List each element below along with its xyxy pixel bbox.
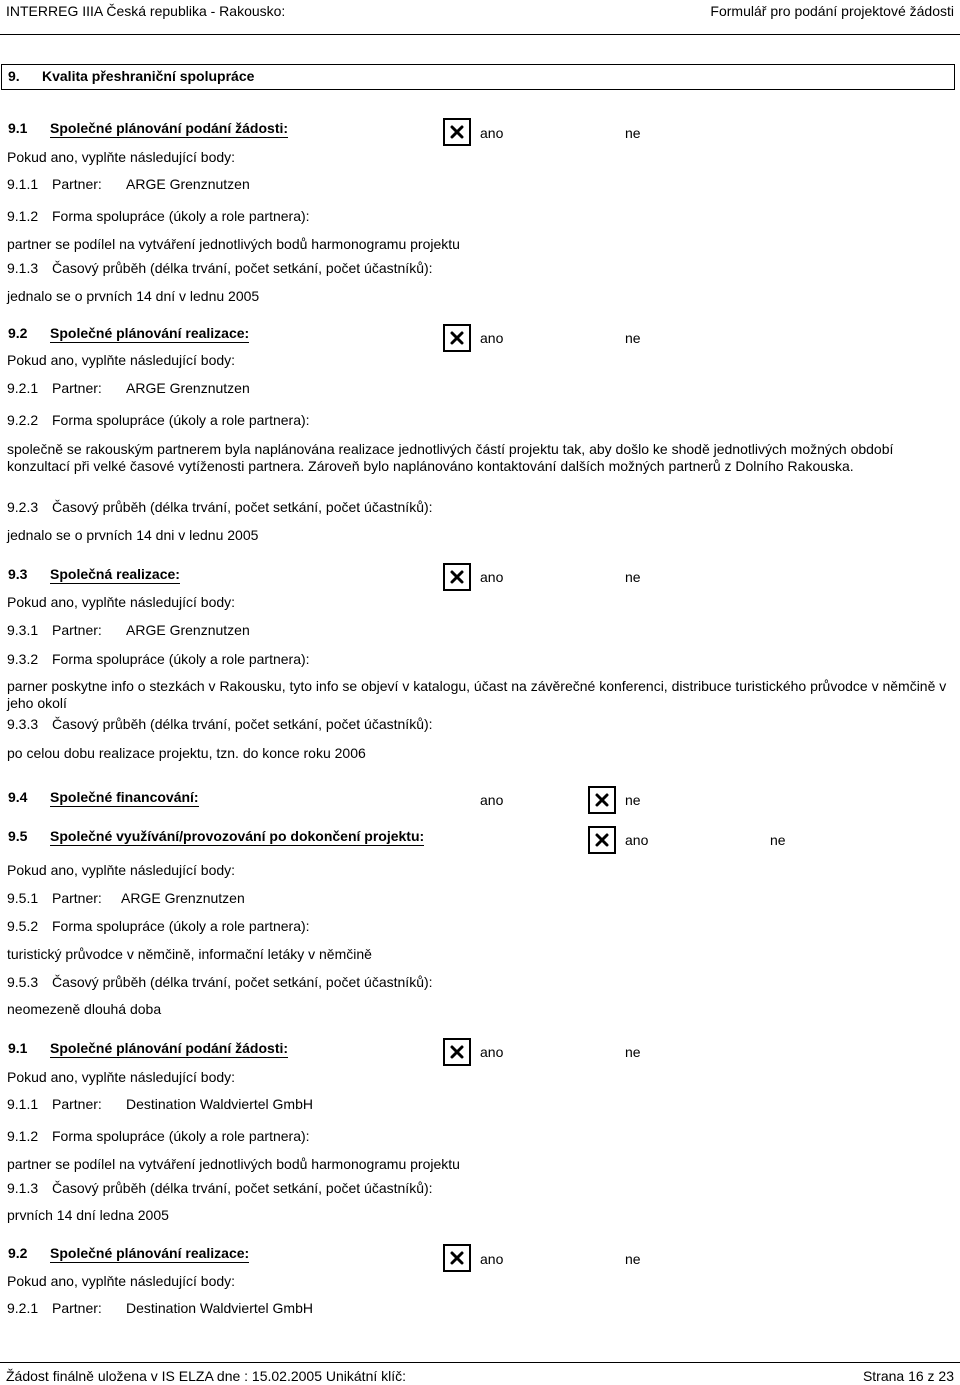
block6-form-label: Forma spolupráce (úkoly a role partnera): <box>52 1128 310 1144</box>
block1-form-label: Forma spolupráce (úkoly a role partnera): <box>52 208 310 224</box>
block1-yes-label: ano <box>480 125 504 141</box>
check-x-icon <box>594 832 610 848</box>
block4-yes-label: ano <box>480 792 504 808</box>
block2-time-num: 9.2.3 <box>7 499 39 515</box>
block1-title: Společné plánování podání žádosti: <box>50 120 289 136</box>
block2-form-label: Forma spolupráce (úkoly a role partnera): <box>52 412 310 428</box>
block6-partner-label: Partner: <box>52 1096 102 1112</box>
block5-time-num: 9.5.3 <box>7 974 39 990</box>
block6-form-text: partner se podílel na vytváření jednotlivých bodů harmonogramu projektu <box>7 1156 460 1172</box>
block2-form-num: 9.2.2 <box>7 412 39 428</box>
block7-partner-name: Destination Waldviertel GmbH <box>126 1300 313 1316</box>
block5-form-label: Forma spolupráce (úkoly a role partnera): <box>52 918 310 934</box>
block2-partner-name: ARGE Grenznutzen <box>126 380 250 396</box>
block3-partner-num: 9.3.1 <box>7 622 39 638</box>
block3-yes-label: ano <box>480 569 504 585</box>
block2-yes-label: ano <box>480 330 504 346</box>
block4-number: 9.4 <box>8 789 28 805</box>
block5-yes-label: ano <box>625 832 649 848</box>
block5-time-text: neomezeně dlouhá doba <box>7 1001 162 1017</box>
block6-partner-name: Destination Waldviertel GmbH <box>126 1096 313 1112</box>
block4-no-label: ne <box>625 792 641 808</box>
block3-partner-name: ARGE Grenznutzen <box>126 622 250 638</box>
check-x-icon <box>449 124 465 140</box>
block2-time-text: jednalo se o prvních 14 dni v lednu 2005 <box>7 527 259 543</box>
block3-time-num: 9.3.3 <box>7 716 39 732</box>
block3-no-label: ne <box>625 569 641 585</box>
block5-partner-name: ARGE Grenznutzen <box>121 890 245 906</box>
block3-if-yes: Pokud ano, vyplňte následující body: <box>7 594 236 610</box>
block6-time-label: Časový průběh (délka trvání, počet setkání, počet účastníků): <box>52 1180 433 1196</box>
block1-if-yes: Pokud ano, vyplňte následující body: <box>7 149 236 165</box>
section-title: Kvalita přeshraniční spolupráce <box>42 68 255 84</box>
block6-time-text: prvních 14 dní ledna 2005 <box>7 1207 169 1223</box>
block6-no-label: ne <box>625 1044 641 1060</box>
header-rule <box>0 34 960 35</box>
block2-number: 9.2 <box>8 325 28 341</box>
header-left: INTERREG IIIA Česká republika - Rakousko: <box>6 3 286 19</box>
block2-title: Společné plánování realizace: <box>50 325 250 341</box>
block3-title: Společná realizace: <box>50 566 180 582</box>
block6-yes-checkbox[interactable] <box>443 1038 471 1066</box>
block6-title: Společné plánování podání žádosti: <box>50 1040 289 1056</box>
block3-form-label: Forma spolupráce (úkoly a role partnera): <box>52 651 310 667</box>
block2-yes-checkbox[interactable] <box>443 324 471 352</box>
block4-title: Společné financování: <box>50 789 199 805</box>
block5-number: 9.5 <box>8 828 28 844</box>
block1-time-text: jednalo se o prvních 14 dní v lednu 2005 <box>7 288 260 304</box>
block1-time-num: 9.1.3 <box>7 260 39 276</box>
block1-form-text: partner se podílel na vytváření jednotlivých bodů harmonogramu projektu <box>7 236 460 252</box>
block3-number: 9.3 <box>8 566 28 582</box>
block2-time-label: Časový průběh (délka trvání, počet setkání, počet účastníků): <box>52 499 433 515</box>
block1-form-num: 9.1.2 <box>7 208 39 224</box>
block1-no-label: ne <box>625 125 641 141</box>
footer-right: Strana 16 z 23 <box>862 1368 954 1384</box>
block3-form-num: 9.3.2 <box>7 651 39 667</box>
block3-time-text: po celou dobu realizace projektu, tzn. do konce roku 2006 <box>7 745 366 761</box>
block7-no-label: ne <box>625 1251 641 1267</box>
block1-time-label: Časový průběh (délka trvání, počet setkání, počet účastníků): <box>52 260 433 276</box>
check-x-icon <box>449 1044 465 1060</box>
block6-yes-label: ano <box>480 1044 504 1060</box>
check-x-icon <box>449 330 465 346</box>
block6-if-yes: Pokud ano, vyplňte následující body: <box>7 1069 236 1085</box>
block7-yes-label: ano <box>480 1251 504 1267</box>
block6-form-num: 9.1.2 <box>7 1128 39 1144</box>
block7-title: Společné plánování realizace: <box>50 1245 250 1261</box>
check-x-icon <box>449 1250 465 1266</box>
block7-if-yes: Pokud ano, vyplňte následující body: <box>7 1273 236 1289</box>
block1-partner-name: ARGE Grenznutzen <box>126 176 250 192</box>
block3-form-text: parner poskytne info o stezkách v Rakousku, tyto info se objeví v katalogu, účast na závěrečné konferenci, distribuce turistického průvodce v němčině v jeho okolí <box>7 678 947 711</box>
footer-rule <box>0 1362 960 1363</box>
block5-if-yes: Pokud ano, vyplňte následující body: <box>7 862 236 878</box>
block5-time-label: Časový průběh (délka trvání, počet setkání, počet účastníků): <box>52 974 433 990</box>
block7-partner-label: Partner: <box>52 1300 102 1316</box>
block1-partner-num: 9.1.1 <box>7 176 39 192</box>
block5-yes-checkbox[interactable] <box>588 826 616 854</box>
block5-partner-label: Partner: <box>52 890 102 906</box>
block2-partner-label: Partner: <box>52 380 102 396</box>
check-x-icon <box>449 569 465 585</box>
block6-number: 9.1 <box>8 1040 28 1056</box>
block2-if-yes: Pokud ano, vyplňte následující body: <box>7 352 236 368</box>
block2-no-label: ne <box>625 330 641 346</box>
block5-partner-num: 9.5.1 <box>7 890 39 906</box>
check-x-icon <box>594 792 610 808</box>
header-right: Formulář pro podání projektové žádosti <box>710 3 954 19</box>
block5-form-text: turistický průvodce v němčině, informační letáky v němčině <box>7 946 372 962</box>
block3-partner-label: Partner: <box>52 622 102 638</box>
block5-title: Společné využívání/provozování po dokončení projektu: <box>50 828 425 844</box>
block2-form-text: společně se rakouským partnerem byla naplánována realizace jednotlivých částí projektu tak, aby došlo ke shodě jednotlivých možných období konzultací při velké časové vytíženosti partnera. Zároveň bylo naplánováno kontaktování dalších možných partnerů z Dolního Rakouska. <box>7 441 894 474</box>
footer-left: Žádost finálně uložena v IS ELZA dne : 15.02.2005 Unikátní klíč: <box>6 1368 407 1384</box>
block7-partner-num: 9.2.1 <box>7 1300 39 1316</box>
block1-number: 9.1 <box>8 120 28 136</box>
block1-partner-label: Partner: <box>52 176 102 192</box>
section-number: 9. <box>8 68 20 84</box>
block3-time-label: Časový průběh (délka trvání, počet setkání, počet účastníků): <box>52 716 433 732</box>
block5-form-num: 9.5.2 <box>7 918 39 934</box>
block3-yes-checkbox[interactable] <box>443 563 471 591</box>
block1-yes-checkbox[interactable] <box>443 118 471 146</box>
block7-number: 9.2 <box>8 1245 28 1261</box>
block2-partner-num: 9.2.1 <box>7 380 39 396</box>
block4-no-checkbox[interactable] <box>588 786 616 814</box>
block6-partner-num: 9.1.1 <box>7 1096 39 1112</box>
block6-time-num: 9.1.3 <box>7 1180 39 1196</box>
block5-no-label: ne <box>770 832 786 848</box>
block7-yes-checkbox[interactable] <box>443 1244 471 1272</box>
